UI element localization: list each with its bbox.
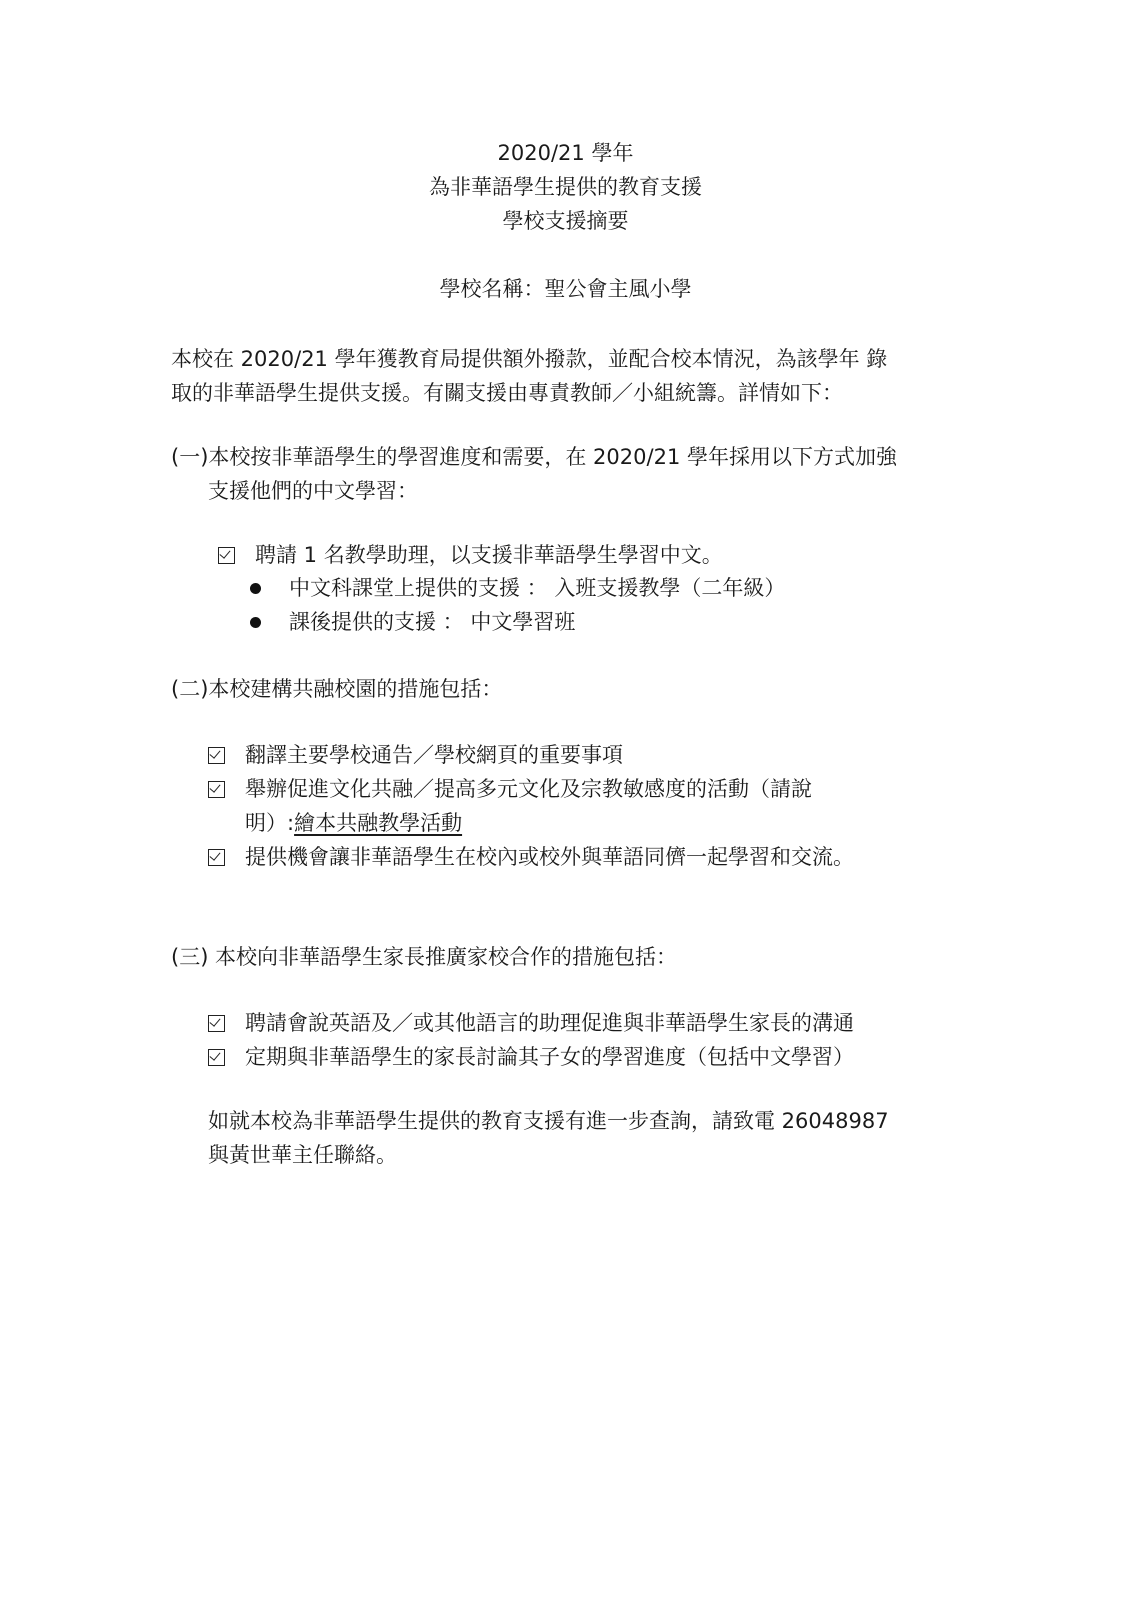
- section-2-check-item: [208, 840, 854, 874]
- bullet-item-label: 中文科課堂上提供的支援 ： 入班支援教學（二年級）: [289, 576, 786, 600]
- section-1-heading-line: 支援他們的中文學習：: [208, 479, 418, 503]
- check-item-label: 聘請會說英語及／或其他語言的助理促進與非華語學生家長的溝通: [245, 1011, 854, 1035]
- section-1-check-item: [218, 538, 723, 572]
- section-3-heading-line: (三) 本校向非華語學生家長推廣家校合作的措施包括：: [171, 945, 678, 969]
- section-1-heading: [171, 440, 897, 508]
- bullet-icon: [250, 617, 261, 628]
- bullet-item: [250, 605, 575, 639]
- section-3-heading: [171, 940, 677, 974]
- checked-box-icon: [208, 781, 225, 798]
- intro-paragraph: [171, 342, 971, 410]
- check-item-label: 聘請 1 名教學助理，以支援非華語學生學習中文。: [255, 543, 723, 567]
- title-block: [0, 136, 1131, 238]
- specify-prefix: 明）:: [245, 811, 295, 835]
- section-2-check-item: [208, 772, 812, 840]
- contact-paragraph: [208, 1104, 889, 1172]
- contact-line: 如就本校為非華語學生提供的教育支援有進一步查詢，請致電 26048987: [208, 1109, 889, 1133]
- section-3-check-item: [208, 1006, 854, 1040]
- checked-box-icon: [208, 1049, 225, 1066]
- section-1-heading-line: (一)本校按非華語學生的學習進度和需要，在 2020/21 學年採用以下方式加強: [171, 445, 897, 469]
- document-title: 為非華語學生提供的教育支援: [429, 175, 702, 199]
- section-2-heading: [171, 672, 502, 706]
- section-3-check-item: [208, 1040, 854, 1074]
- specified-activity: 繪本共融教學活動: [294, 811, 463, 835]
- intro-line: 取的非華語學生提供支援。有關支援由專責教師／小組統籌。詳情如下：: [171, 381, 843, 405]
- check-item-label: 定期與非華語學生的家長討論其子女的學習進度（包括中文學習）: [245, 1045, 854, 1069]
- document-subtitle: 學校支援摘要: [502, 209, 629, 233]
- contact-line: 與黃世華主任聯絡。: [208, 1143, 397, 1167]
- check-item-label: [245, 772, 812, 840]
- section-2-check-item: [208, 738, 623, 772]
- check-item-line: [245, 806, 812, 840]
- checked-box-icon: [218, 547, 235, 564]
- school-year-heading: 2020/21 學年: [497, 141, 634, 165]
- checked-box-icon: [208, 1015, 225, 1032]
- check-item-line: 舉辦促進文化共融／提高多元文化及宗教敏感度的活動（請說: [245, 777, 812, 801]
- checked-box-icon: [208, 849, 225, 866]
- checked-box-icon: [208, 747, 225, 764]
- bullet-item: [250, 571, 785, 605]
- school-name: 學校名稱：聖公會主風小學: [439, 277, 692, 301]
- bullet-icon: [250, 583, 261, 594]
- check-item-label: 翻譯主要學校通告／學校網頁的重要事項: [245, 743, 623, 767]
- check-item-label: 提供機會讓非華語學生在校內或校外與華語同儕一起學習和交流。: [245, 845, 854, 869]
- bullet-item-label: 課後提供的支援 ： 中文學習班: [289, 610, 576, 634]
- intro-line: 本校在 2020/21 學年獲教育局提供額外撥款，並配合校本情況，為該學年 錄: [171, 347, 888, 371]
- section-2-heading-line: (二)本校建構共融校園的措施包括：: [171, 677, 503, 701]
